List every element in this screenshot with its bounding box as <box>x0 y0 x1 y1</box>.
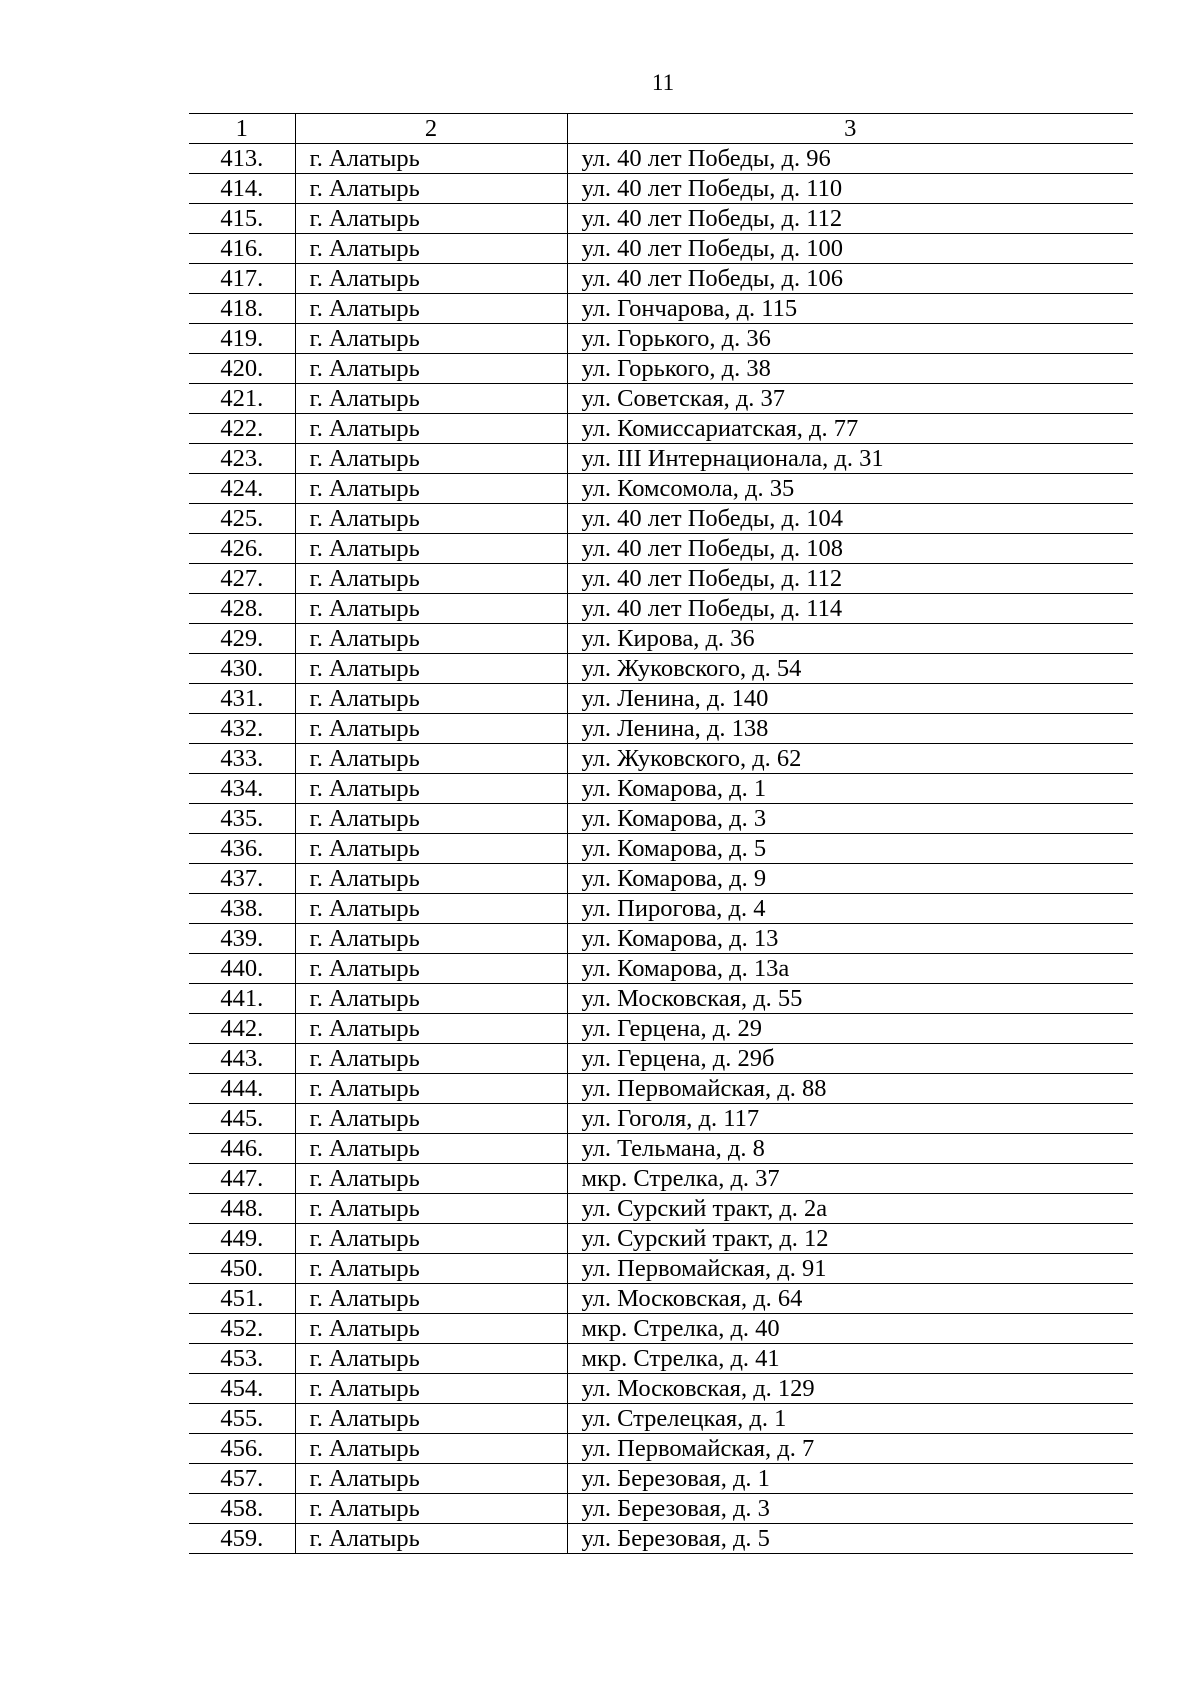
row-address: ул. Комсомола, д. 35 <box>567 474 1133 504</box>
row-address: ул. III Интернационала, д. 31 <box>567 444 1133 474</box>
row-city: г. Алатырь <box>295 894 567 924</box>
row-number: 437. <box>189 864 295 894</box>
table-row <box>189 504 1133 534</box>
column-header-city: 2 <box>295 114 567 144</box>
table-row <box>189 1194 1133 1224</box>
row-city: г. Алатырь <box>295 1494 567 1524</box>
row-city: г. Алатырь <box>295 1314 567 1344</box>
row-number: 417. <box>189 264 295 294</box>
row-number: 414. <box>189 174 295 204</box>
row-city: г. Алатырь <box>295 834 567 864</box>
row-city: г. Алатырь <box>295 414 567 444</box>
row-number: 443. <box>189 1044 295 1074</box>
row-city: г. Алатырь <box>295 354 567 384</box>
row-number: 441. <box>189 984 295 1014</box>
row-address: ул. 40 лет Победы, д. 100 <box>567 234 1133 264</box>
table-header <box>189 114 1133 144</box>
page-number: 11 <box>651 70 675 95</box>
row-number: 429. <box>189 624 295 654</box>
table-row <box>189 264 1133 294</box>
row-city: г. Алатырь <box>295 264 567 294</box>
row-address: ул. Жуковского, д. 54 <box>567 654 1133 684</box>
table-row <box>189 414 1133 444</box>
table-row <box>189 1464 1133 1494</box>
row-number: 431. <box>189 684 295 714</box>
row-number: 446. <box>189 1134 295 1164</box>
table-row <box>189 444 1133 474</box>
row-address: ул. Березовая, д. 5 <box>567 1524 1133 1554</box>
column-header-address: 3 <box>567 114 1133 144</box>
table-row <box>189 1374 1133 1404</box>
row-city: г. Алатырь <box>295 594 567 624</box>
row-address: ул. Московская, д. 55 <box>567 984 1133 1014</box>
row-city: г. Алатырь <box>295 984 567 1014</box>
row-number: 457. <box>189 1464 295 1494</box>
row-address: ул. Горького, д. 36 <box>567 324 1133 354</box>
row-city: г. Алатырь <box>295 1104 567 1134</box>
table-row <box>189 1284 1133 1314</box>
row-number: 432. <box>189 714 295 744</box>
row-number: 455. <box>189 1404 295 1434</box>
row-number: 449. <box>189 1224 295 1254</box>
row-address: ул. 40 лет Победы, д. 110 <box>567 174 1133 204</box>
table-row <box>189 804 1133 834</box>
row-number: 453. <box>189 1344 295 1374</box>
row-address: ул. Кирова, д. 36 <box>567 624 1133 654</box>
row-number: 423. <box>189 444 295 474</box>
table-row <box>189 384 1133 414</box>
row-address: ул. Комарова, д. 13а <box>567 954 1133 984</box>
row-address: ул. Сурский тракт, д. 12 <box>567 1224 1133 1254</box>
table-body <box>189 144 1133 1554</box>
table-row <box>189 1494 1133 1524</box>
row-number: 451. <box>189 1284 295 1314</box>
row-address: ул. Первомайская, д. 91 <box>567 1254 1133 1284</box>
table-row <box>189 534 1133 564</box>
row-city: г. Алатырь <box>295 1164 567 1194</box>
table-row <box>189 1104 1133 1134</box>
table-row <box>189 984 1133 1014</box>
table-row <box>189 864 1133 894</box>
row-address: ул. 40 лет Победы, д. 114 <box>567 594 1133 624</box>
table-row <box>189 714 1133 744</box>
row-number: 424. <box>189 474 295 504</box>
row-address: ул. Стрелецкая, д. 1 <box>567 1404 1133 1434</box>
row-address: ул. Московская, д. 129 <box>567 1374 1133 1404</box>
row-city: г. Алатырь <box>295 654 567 684</box>
row-city: г. Алатырь <box>295 1224 567 1254</box>
row-city: г. Алатырь <box>295 294 567 324</box>
row-address: мкр. Стрелка, д. 40 <box>567 1314 1133 1344</box>
row-address: ул. Герцена, д. 29 <box>567 1014 1133 1044</box>
row-number: 413. <box>189 144 295 174</box>
row-number: 430. <box>189 654 295 684</box>
row-city: г. Алатырь <box>295 774 567 804</box>
row-address: ул. 40 лет Победы, д. 112 <box>567 204 1133 234</box>
row-address: ул. 40 лет Победы, д. 106 <box>567 264 1133 294</box>
row-number: 454. <box>189 1374 295 1404</box>
row-number: 435. <box>189 804 295 834</box>
row-city: г. Алатырь <box>295 714 567 744</box>
table-row <box>189 174 1133 204</box>
row-city: г. Алатырь <box>295 1374 567 1404</box>
row-number: 421. <box>189 384 295 414</box>
row-address: ул. Московская, д. 64 <box>567 1284 1133 1314</box>
row-address: ул. Жуковского, д. 62 <box>567 744 1133 774</box>
table-row <box>189 624 1133 654</box>
row-number: 416. <box>189 234 295 264</box>
address-table <box>189 113 1133 1554</box>
row-city: г. Алатырь <box>295 324 567 354</box>
row-address: ул. Ленина, д. 140 <box>567 684 1133 714</box>
row-city: г. Алатырь <box>295 444 567 474</box>
row-address: ул. Комарова, д. 3 <box>567 804 1133 834</box>
row-city: г. Алатырь <box>295 384 567 414</box>
row-number: 440. <box>189 954 295 984</box>
row-city: г. Алатырь <box>295 1194 567 1224</box>
row-city: г. Алатырь <box>295 624 567 654</box>
table-row <box>189 564 1133 594</box>
row-number: 438. <box>189 894 295 924</box>
table-row <box>189 774 1133 804</box>
table-row <box>189 1044 1133 1074</box>
row-address: ул. Первомайская, д. 7 <box>567 1434 1133 1464</box>
table-row <box>189 924 1133 954</box>
row-address: ул. Гоголя, д. 117 <box>567 1104 1133 1134</box>
table-row <box>189 294 1133 324</box>
row-city: г. Алатырь <box>295 1434 567 1464</box>
row-address: ул. Тельмана, д. 8 <box>567 1134 1133 1164</box>
row-number: 448. <box>189 1194 295 1224</box>
table-row <box>189 1524 1133 1554</box>
row-address: ул. Комарова, д. 13 <box>567 924 1133 954</box>
row-number: 419. <box>189 324 295 354</box>
row-address: ул. 40 лет Победы, д. 108 <box>567 534 1133 564</box>
row-city: г. Алатырь <box>295 234 567 264</box>
row-city: г. Алатырь <box>295 1134 567 1164</box>
table-row <box>189 1014 1133 1044</box>
row-number: 439. <box>189 924 295 954</box>
row-address: ул. Горького, д. 38 <box>567 354 1133 384</box>
row-number: 444. <box>189 1074 295 1104</box>
row-city: г. Алатырь <box>295 564 567 594</box>
row-city: г. Алатырь <box>295 144 567 174</box>
row-number: 433. <box>189 744 295 774</box>
row-number: 458. <box>189 1494 295 1524</box>
table-row <box>189 1344 1133 1374</box>
row-address: ул. Советская, д. 37 <box>567 384 1133 414</box>
row-number: 456. <box>189 1434 295 1464</box>
row-city: г. Алатырь <box>295 1404 567 1434</box>
row-city: г. Алатырь <box>295 684 567 714</box>
row-address: ул. 40 лет Победы, д. 104 <box>567 504 1133 534</box>
row-address: мкр. Стрелка, д. 41 <box>567 1344 1133 1374</box>
table-row <box>189 894 1133 924</box>
table-row <box>189 684 1133 714</box>
row-city: г. Алатырь <box>295 1074 567 1104</box>
row-address: ул. Пирогова, д. 4 <box>567 894 1133 924</box>
table-row <box>189 834 1133 864</box>
table-row <box>189 204 1133 234</box>
row-number: 452. <box>189 1314 295 1344</box>
table-row <box>189 234 1133 264</box>
row-city: г. Алатырь <box>295 924 567 954</box>
row-city: г. Алатырь <box>295 1284 567 1314</box>
table-row <box>189 1404 1133 1434</box>
table-row <box>189 1434 1133 1464</box>
table-row <box>189 1074 1133 1104</box>
row-city: г. Алатырь <box>295 864 567 894</box>
row-number: 425. <box>189 504 295 534</box>
table-row <box>189 744 1133 774</box>
row-address: ул. 40 лет Победы, д. 112 <box>567 564 1133 594</box>
table-row <box>189 324 1133 354</box>
row-address: ул. Комарова, д. 5 <box>567 834 1133 864</box>
table-row <box>189 1164 1133 1194</box>
row-address: ул. Комарова, д. 9 <box>567 864 1133 894</box>
table-row <box>189 354 1133 384</box>
row-number: 426. <box>189 534 295 564</box>
row-address: ул. Березовая, д. 3 <box>567 1494 1133 1524</box>
table-row <box>189 1134 1133 1164</box>
row-city: г. Алатырь <box>295 1014 567 1044</box>
table-row <box>189 1224 1133 1254</box>
row-number: 459. <box>189 1524 295 1554</box>
row-city: г. Алатырь <box>295 1044 567 1074</box>
row-city: г. Алатырь <box>295 1254 567 1284</box>
table-row <box>189 594 1133 624</box>
header-row <box>189 114 1133 144</box>
row-address: ул. Комиссариатская, д. 77 <box>567 414 1133 444</box>
table-row <box>189 474 1133 504</box>
row-address: ул. Березовая, д. 1 <box>567 1464 1133 1494</box>
row-address: ул. Герцена, д. 29б <box>567 1044 1133 1074</box>
row-address: ул. Ленина, д. 138 <box>567 714 1133 744</box>
row-address: ул. Сурский тракт, д. 2а <box>567 1194 1133 1224</box>
row-city: г. Алатырь <box>295 954 567 984</box>
row-number: 422. <box>189 414 295 444</box>
table-row <box>189 1314 1133 1344</box>
row-city: г. Алатырь <box>295 534 567 564</box>
row-address: ул. Гончарова, д. 115 <box>567 294 1133 324</box>
row-address: ул. 40 лет Победы, д. 96 <box>567 144 1133 174</box>
row-number: 447. <box>189 1164 295 1194</box>
row-city: г. Алатырь <box>295 204 567 234</box>
row-city: г. Алатырь <box>295 504 567 534</box>
row-number: 445. <box>189 1104 295 1134</box>
table-row <box>189 144 1133 174</box>
row-number: 428. <box>189 594 295 624</box>
row-number: 418. <box>189 294 295 324</box>
row-number: 434. <box>189 774 295 804</box>
row-city: г. Алатырь <box>295 474 567 504</box>
row-city: г. Алатырь <box>295 174 567 204</box>
row-number: 420. <box>189 354 295 384</box>
row-address: мкр. Стрелка, д. 37 <box>567 1164 1133 1194</box>
table-row <box>189 954 1133 984</box>
row-number: 427. <box>189 564 295 594</box>
row-city: г. Алатырь <box>295 1524 567 1554</box>
table-row <box>189 654 1133 684</box>
row-number: 436. <box>189 834 295 864</box>
row-number: 442. <box>189 1014 295 1044</box>
table-row <box>189 1254 1133 1284</box>
row-address: ул. Первомайская, д. 88 <box>567 1074 1133 1104</box>
column-header-number: 1 <box>189 114 295 144</box>
row-number: 450. <box>189 1254 295 1284</box>
row-city: г. Алатырь <box>295 804 567 834</box>
row-city: г. Алатырь <box>295 1464 567 1494</box>
row-city: г. Алатырь <box>295 1344 567 1374</box>
row-number: 415. <box>189 204 295 234</box>
row-address: ул. Комарова, д. 1 <box>567 774 1133 804</box>
row-city: г. Алатырь <box>295 744 567 774</box>
